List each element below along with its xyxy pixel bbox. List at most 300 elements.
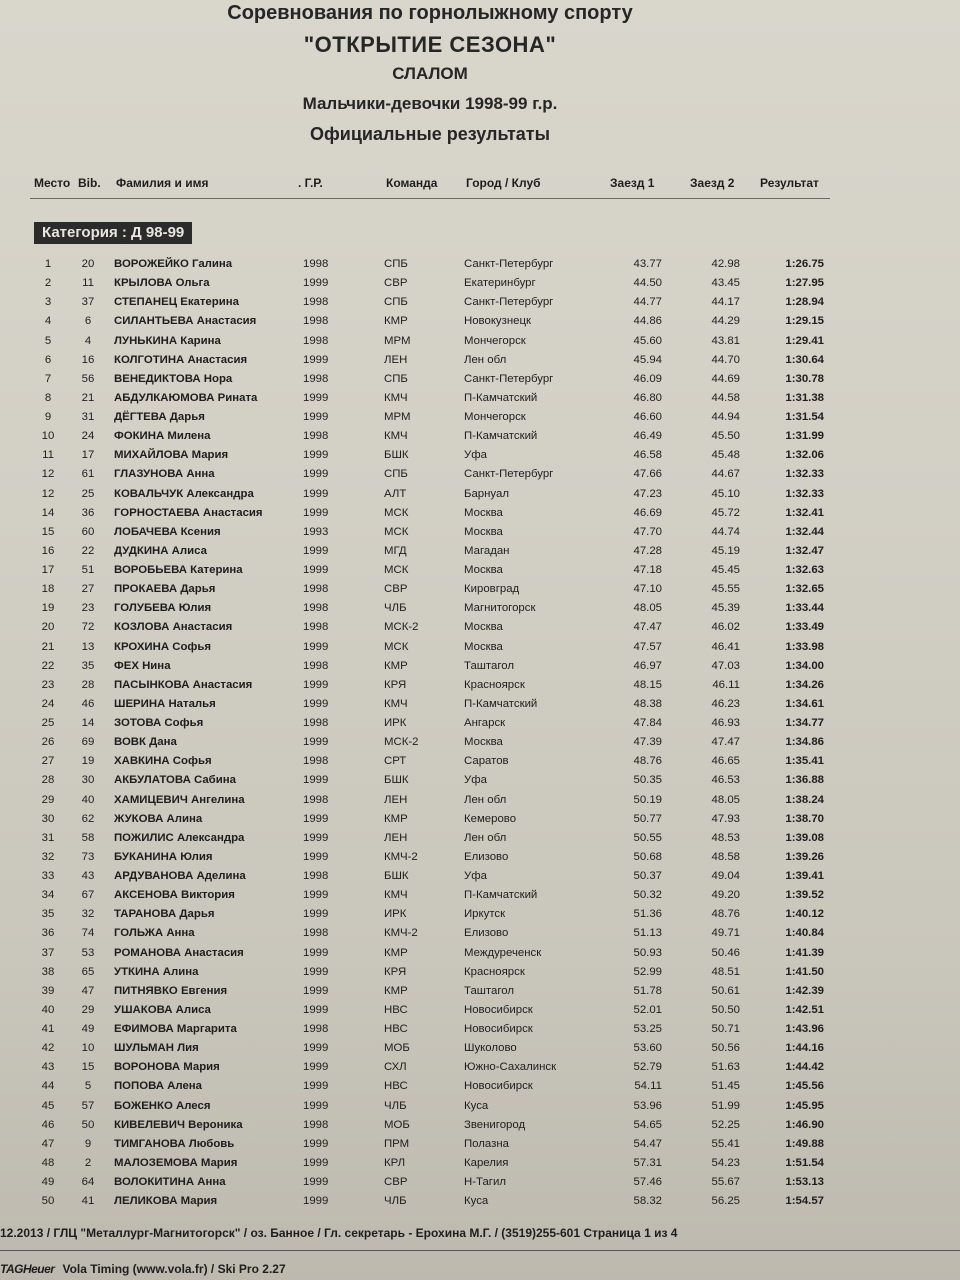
table-row [0, 313, 960, 332]
cell-result: 1:51.54 [785, 1156, 824, 1169]
cell-year: 1999 [303, 277, 329, 290]
cell-place: 45 [41, 1099, 55, 1112]
cell-year: 1999 [303, 946, 329, 959]
cell-team: КМР [384, 659, 408, 672]
cell-result: 1:32.41 [785, 506, 824, 519]
cell-run1: 50.35 [633, 774, 662, 787]
cell-place: 40 [41, 1003, 55, 1016]
cell-year: 1998 [303, 621, 329, 634]
cell-place: 46 [41, 1118, 55, 1131]
table-row [0, 753, 960, 772]
cell-bib: 36 [81, 506, 95, 519]
cell-name: ВЕНЕДИКТОВА Нора [114, 372, 233, 385]
cell-run1: 46.09 [633, 372, 662, 385]
cell-team: КМР [384, 984, 408, 997]
table-row [0, 868, 960, 887]
cell-result: 1:38.70 [785, 812, 824, 825]
cell-city: Лен обл [464, 831, 507, 844]
cell-place: 1 [44, 258, 52, 270]
cell-run1: 48.05 [633, 602, 662, 615]
cell-result: 1:32.47 [785, 544, 824, 557]
cell-bib: 4 [84, 334, 92, 347]
cell-result: 1:45.56 [785, 1080, 824, 1093]
cell-result: 1:32.44 [785, 525, 824, 538]
cell-place: 20 [41, 621, 55, 634]
cell-team: АЛТ [384, 487, 407, 500]
cell-year: 1999 [303, 449, 329, 462]
cell-name: ШУЛЬМАН Лия [114, 1042, 199, 1055]
cell-city: Москва [464, 506, 503, 519]
cell-team: КМЧ [384, 697, 408, 710]
cell-team: БШК [384, 870, 409, 882]
cell-result: 1:40.84 [785, 927, 824, 940]
cell-run1: 44.50 [633, 277, 662, 290]
cell-team: ЛЕН [384, 793, 408, 806]
cell-year: 1998 [303, 258, 329, 270]
cell-run2: 54.23 [711, 1156, 740, 1169]
cell-city: Новосибирск [464, 1080, 533, 1093]
cell-run2: 45.39 [711, 602, 740, 615]
cell-run1: 50.68 [633, 850, 662, 863]
footer-rule [0, 1250, 960, 1251]
cell-bib: 40 [81, 793, 95, 806]
results-table [0, 256, 960, 1212]
cell-year: 1999 [303, 487, 329, 500]
cell-name: ГЛАЗУНОВА Анна [114, 468, 215, 481]
table-row [0, 1098, 960, 1117]
cell-run2: 48.76 [711, 908, 740, 921]
table-row [0, 925, 960, 944]
table-row [0, 600, 960, 619]
table-row [0, 811, 960, 830]
cell-team: КРЯ [384, 965, 407, 978]
cell-result: 1:41.39 [785, 946, 824, 959]
cell-team: СРТ [384, 755, 407, 768]
cell-place: 15 [41, 525, 55, 538]
cell-year: 1998 [303, 315, 329, 328]
cell-city: Лен обл [464, 353, 507, 366]
cell-run1: 52.99 [633, 965, 662, 978]
cell-place: 30 [41, 812, 55, 825]
cell-bib: 53 [81, 946, 95, 959]
cell-bib: 10 [81, 1042, 95, 1055]
cell-name: ВОЛОКИТИНА Анна [114, 1176, 226, 1188]
cell-year: 1999 [303, 564, 329, 576]
cell-bib: 19 [81, 755, 95, 768]
table-row [0, 849, 960, 868]
cell-place: 27 [41, 755, 55, 768]
table-row [0, 333, 960, 352]
cell-run1: 47.23 [633, 487, 662, 500]
cell-place: 16 [41, 544, 55, 557]
table-row [0, 371, 960, 390]
cell-run2: 49.71 [711, 927, 740, 940]
cell-year: 1999 [303, 984, 329, 997]
cell-year: 1999 [303, 697, 329, 710]
cell-city: Красноярск [464, 678, 525, 691]
cell-result: 1:30.78 [785, 372, 824, 385]
table-row [0, 945, 960, 964]
header-rule [30, 198, 830, 199]
cell-run2: 49.04 [711, 870, 740, 882]
cell-name: ПИТНЯВКО Евгения [114, 984, 228, 997]
cell-city: Уфа [464, 774, 487, 787]
cell-year: 1999 [303, 774, 329, 787]
cell-place: 44 [41, 1080, 55, 1093]
tagheuer-logo: TAGHeuer [0, 1262, 55, 1276]
event-name: "ОТКРЫТИЕ СЕЗОНА" [303, 32, 557, 57]
cell-city: П-Камчатский [464, 697, 538, 710]
cell-result: 1:29.15 [785, 315, 824, 328]
cell-run2: 46.02 [711, 621, 740, 634]
cell-team: СПБ [384, 296, 408, 309]
cell-run1: 53.60 [633, 1042, 662, 1055]
cell-team: ИРК [384, 908, 407, 921]
cell-bib: 41 [81, 1195, 95, 1208]
cell-city: Н-Тагил [464, 1176, 506, 1188]
cell-place: 19 [41, 602, 55, 615]
cell-place: 17 [41, 564, 55, 576]
cell-place: 36 [41, 927, 55, 940]
cell-place: 18 [41, 583, 55, 596]
cell-name: ЕФИМОВА Маргарита [114, 1023, 237, 1035]
cell-year: 1999 [303, 1003, 329, 1016]
cell-result: 1:32.33 [785, 468, 824, 481]
cell-run2: 44.67 [711, 468, 740, 481]
cell-bib: 43 [81, 870, 95, 882]
table-row [0, 1040, 960, 1059]
cell-place: 35 [41, 908, 55, 921]
cell-year: 1998 [303, 793, 329, 806]
cell-run2: 51.63 [711, 1061, 740, 1074]
cell-team: СВР [384, 277, 408, 290]
cell-team: МСК-2 [384, 736, 419, 749]
table-row [0, 1078, 960, 1097]
cell-run1: 50.55 [633, 831, 662, 844]
cell-city: Москва [464, 525, 503, 538]
cell-name: МАЛОЗЕМОВА Мария [114, 1156, 238, 1169]
cell-run1: 58.32 [633, 1195, 662, 1208]
cell-run2: 47.47 [711, 736, 740, 749]
cell-result: 1:32.65 [785, 583, 824, 596]
cell-team: ЧЛБ [384, 602, 407, 615]
cell-city: Москва [464, 736, 503, 749]
cell-place: 48 [41, 1156, 55, 1169]
cell-place: 22 [41, 659, 55, 672]
col-name: Фамилия и имя [116, 176, 209, 190]
table-row [0, 524, 960, 543]
cell-name: ШЕРИНА Наталья [114, 697, 216, 710]
col-result: Результат [760, 176, 819, 190]
cell-city: Таштагол [464, 659, 514, 672]
cell-run2: 44.17 [711, 296, 740, 309]
cell-name: ДЁГТЕВА Дарья [114, 411, 205, 423]
cell-team: МСК [384, 506, 409, 519]
cell-result: 1:34.00 [785, 659, 824, 672]
cell-name: КРОХИНА Софья [114, 640, 212, 653]
cell-name: КИВЕЛЕВИЧ Вероника [114, 1118, 243, 1131]
cell-city: Санкт-Петербург [464, 296, 554, 309]
cell-result: 1:28.94 [785, 296, 824, 309]
cell-city: Ангарск [464, 717, 506, 729]
cell-bib: 11 [82, 277, 94, 290]
table-row [0, 715, 960, 734]
cell-name: ТИМГАНОВА Любовь [114, 1137, 235, 1150]
table-row [0, 1155, 960, 1174]
cell-name: ЛОБАЧЕВА Ксения [114, 525, 221, 538]
cell-result: 1:53.13 [785, 1176, 824, 1188]
cell-run2: 44.29 [711, 315, 740, 328]
cell-name: АКБУЛАТОВА Сабина [114, 774, 236, 787]
cell-team: МСК [384, 525, 409, 538]
cell-name: ГОЛУБЕВА Юлия [114, 602, 212, 615]
table-row [0, 428, 960, 447]
cell-run1: 47.47 [633, 621, 662, 634]
cell-place: 31 [41, 831, 55, 844]
cell-result: 1:32.63 [785, 564, 824, 576]
cell-result: 1:29.41 [785, 334, 824, 347]
cell-place: 8 [44, 391, 52, 404]
cell-run1: 44.77 [633, 296, 662, 309]
cell-year: 1999 [303, 850, 329, 863]
cell-result: 1:39.41 [785, 870, 824, 882]
cell-bib: 16 [81, 353, 95, 366]
cell-run1: 47.84 [633, 717, 662, 729]
cell-run2: 50.50 [711, 1003, 740, 1016]
col-team: Команда [386, 176, 438, 190]
cell-run2: 56.25 [711, 1195, 740, 1208]
cell-team: КМЧ [384, 391, 408, 404]
cell-result: 1:54.57 [785, 1195, 824, 1208]
cell-bib: 64 [81, 1176, 95, 1188]
cell-bib: 35 [81, 659, 95, 672]
cell-city: П-Камчатский [464, 391, 538, 404]
cell-bib: 67 [81, 889, 95, 902]
cell-name: ЖУКОВА Алина [114, 812, 203, 825]
cell-name: АБДУЛКАЮМОВА Рината [114, 391, 258, 404]
cell-city: Кировград [464, 583, 520, 596]
cell-run2: 47.03 [711, 659, 740, 672]
cell-city: Москва [464, 640, 503, 653]
cell-place: 4 [44, 315, 52, 328]
cell-place: 28 [41, 774, 55, 787]
cell-run2: 48.53 [711, 831, 740, 844]
cell-run1: 46.58 [633, 449, 662, 462]
cell-city: Елизово [464, 927, 509, 940]
table-row [0, 1021, 960, 1040]
cell-city: П-Камчатский [464, 430, 538, 443]
table-row [0, 562, 960, 581]
col-place: Место [34, 176, 71, 190]
cell-place: 38 [41, 965, 55, 978]
cell-city: Звенигород [464, 1118, 526, 1131]
cell-result: 1:41.50 [785, 965, 824, 978]
cell-place: 43 [41, 1061, 55, 1074]
cell-run1: 46.80 [633, 391, 662, 404]
cell-name: ЛУНЬКИНА Карина [114, 334, 221, 347]
cell-year: 1999 [303, 506, 329, 519]
cell-year: 1998 [303, 583, 329, 596]
cell-year: 1998 [303, 602, 329, 615]
table-row [0, 275, 960, 294]
cell-run1: 50.37 [633, 870, 662, 882]
cell-city: Междуреченск [464, 946, 542, 959]
cell-place: 49 [41, 1176, 55, 1188]
cell-year: 1999 [303, 965, 329, 978]
cell-place: 23 [41, 678, 55, 691]
cell-name: ГОРНОСТАЕВА Анастасия [114, 506, 263, 519]
cell-run2: 44.69 [711, 372, 740, 385]
cell-run1: 47.66 [633, 468, 662, 481]
cell-run2: 50.71 [711, 1023, 740, 1035]
cell-name: ВОВК Дана [114, 736, 177, 749]
timing-credit: Vola Timing (www.vola.fr) / Ski Pro 2.27 [62, 1262, 286, 1276]
cell-run2: 46.93 [711, 717, 740, 729]
cell-place: 32 [41, 850, 55, 863]
cell-team: КМЧ [384, 889, 408, 902]
cell-run1: 44.86 [633, 315, 662, 328]
table-row [0, 1174, 960, 1193]
cell-run1: 50.32 [633, 889, 662, 902]
cell-result: 1:32.33 [785, 487, 824, 500]
cell-year: 1999 [303, 391, 329, 404]
table-row [0, 830, 960, 849]
cell-name: СИЛАНТЬЕВА Анастасия [114, 315, 257, 328]
cell-place: 12 [41, 487, 55, 500]
cell-city: Полазна [464, 1137, 509, 1150]
cell-result: 1:43.96 [785, 1023, 824, 1035]
cell-result: 1:39.26 [785, 850, 824, 863]
cell-bib: 61 [81, 468, 95, 481]
cell-result: 1:34.86 [785, 736, 824, 749]
cell-place: 39 [41, 984, 55, 997]
cell-bib: 21 [81, 391, 95, 404]
cell-bib: 23 [81, 602, 95, 615]
cell-run2: 50.56 [711, 1042, 740, 1055]
cell-bib: 47 [81, 984, 95, 997]
cell-name: КОВАЛЬЧУК Александра [114, 487, 254, 500]
cell-place: 25 [41, 717, 55, 729]
cell-run1: 53.96 [633, 1099, 662, 1112]
cell-name: УТКИНА Алина [114, 965, 199, 978]
footer-info: 12.2013 / ГЛЦ "Металлург-Магнитогорск" / оз. Банное / Гл. секретарь - Ерохина М.Г. / (3519)255-601 Страница 1 из 4 [0, 1226, 678, 1240]
table-row [0, 256, 960, 275]
cell-year: 1998 [303, 334, 329, 347]
cell-place: 33 [41, 870, 55, 882]
cell-name: КРЫЛОВА Ольга [114, 277, 210, 290]
cell-name: ГОЛЬЖА Анна [114, 927, 195, 940]
cell-team: МСК [384, 564, 409, 576]
cell-result: 1:40.12 [785, 908, 824, 921]
cell-run1: 50.19 [633, 793, 662, 806]
cell-bib: 73 [81, 850, 95, 863]
cell-team: КМР [384, 946, 408, 959]
cell-place: 7 [44, 372, 52, 385]
cell-result: 1:30.64 [785, 353, 824, 366]
cell-team: БШК [384, 774, 409, 787]
table-row [0, 505, 960, 524]
age-group: Мальчики-девочки 1998-99 г.р. [302, 94, 558, 113]
footer-timing [0, 1262, 286, 1276]
cell-city: Москва [464, 621, 503, 634]
cell-name: ФЕХ Нина [114, 659, 171, 672]
cell-bib: 30 [81, 774, 95, 787]
cell-year: 1998 [303, 1118, 329, 1131]
cell-run2: 50.61 [711, 984, 740, 997]
cell-run2: 46.11 [712, 678, 740, 691]
cell-result: 1:31.99 [785, 430, 824, 443]
cell-place: 11 [42, 449, 54, 462]
cell-place: 9 [44, 411, 52, 423]
cell-bib: 29 [81, 1003, 95, 1016]
cell-city: Куса [464, 1195, 489, 1208]
cell-city: Новосибирск [464, 1003, 533, 1016]
cell-city: Таштагол [464, 984, 514, 997]
cell-result: 1:42.51 [785, 1003, 824, 1016]
cell-bib: 72 [81, 621, 95, 634]
cell-year: 1999 [303, 1080, 329, 1093]
cell-year: 1998 [303, 717, 329, 729]
cell-city: Мончегорск [464, 411, 526, 423]
cell-year: 1999 [303, 1176, 329, 1188]
cell-place: 24 [41, 697, 55, 710]
cell-team: БШК [384, 449, 409, 462]
cell-city: П-Камчатский [464, 889, 538, 902]
cell-name: ХАВКИНА Софья [114, 755, 212, 768]
cell-name: ПАСЫНКОВА Анастасия [114, 678, 253, 691]
cell-bib: 9 [84, 1137, 92, 1150]
cell-team: ЛЕН [384, 353, 408, 366]
cell-year: 1999 [303, 544, 329, 557]
cell-city: Барнуал [464, 487, 509, 500]
cell-bib: 17 [81, 449, 95, 462]
cell-team: МРМ [384, 334, 411, 347]
table-row [0, 294, 960, 313]
cell-run1: 47.39 [633, 736, 662, 749]
cell-run2: 51.99 [711, 1099, 740, 1112]
cell-bib: 51 [81, 564, 95, 576]
cell-year: 1999 [303, 640, 329, 653]
cell-team: МОБ [384, 1042, 410, 1055]
cell-team: МСК [384, 640, 409, 653]
cell-team: КРЛ [384, 1156, 406, 1169]
cell-city: Санкт-Петербург [464, 258, 554, 270]
table-row [0, 1002, 960, 1021]
cell-name: ПРОКАЕВА Дарья [114, 583, 216, 596]
cell-run2: 45.50 [711, 430, 740, 443]
table-row [0, 639, 960, 658]
cell-run2: 55.67 [711, 1176, 740, 1188]
cell-bib: 31 [81, 411, 95, 423]
cell-run1: 51.13 [633, 927, 662, 940]
cell-city: Санкт-Петербург [464, 468, 554, 481]
cell-run2: 44.94 [711, 411, 740, 423]
column-headers [0, 176, 960, 196]
cell-name: ПОЖИЛИС Александра [114, 831, 245, 844]
table-row [0, 352, 960, 371]
cell-run2: 48.58 [711, 850, 740, 863]
cell-city: Екатеринбург [464, 277, 536, 290]
col-city: Город / Клуб [466, 176, 541, 190]
cell-city: Санкт-Петербург [464, 372, 554, 385]
cell-run1: 47.57 [633, 640, 662, 653]
col-year: . Г.Р. [298, 176, 323, 190]
cell-run2: 46.65 [711, 755, 740, 768]
cell-result: 1:33.98 [785, 640, 824, 653]
cell-bib: 27 [81, 583, 95, 596]
cell-team: СВР [384, 1176, 408, 1188]
table-row [0, 658, 960, 677]
